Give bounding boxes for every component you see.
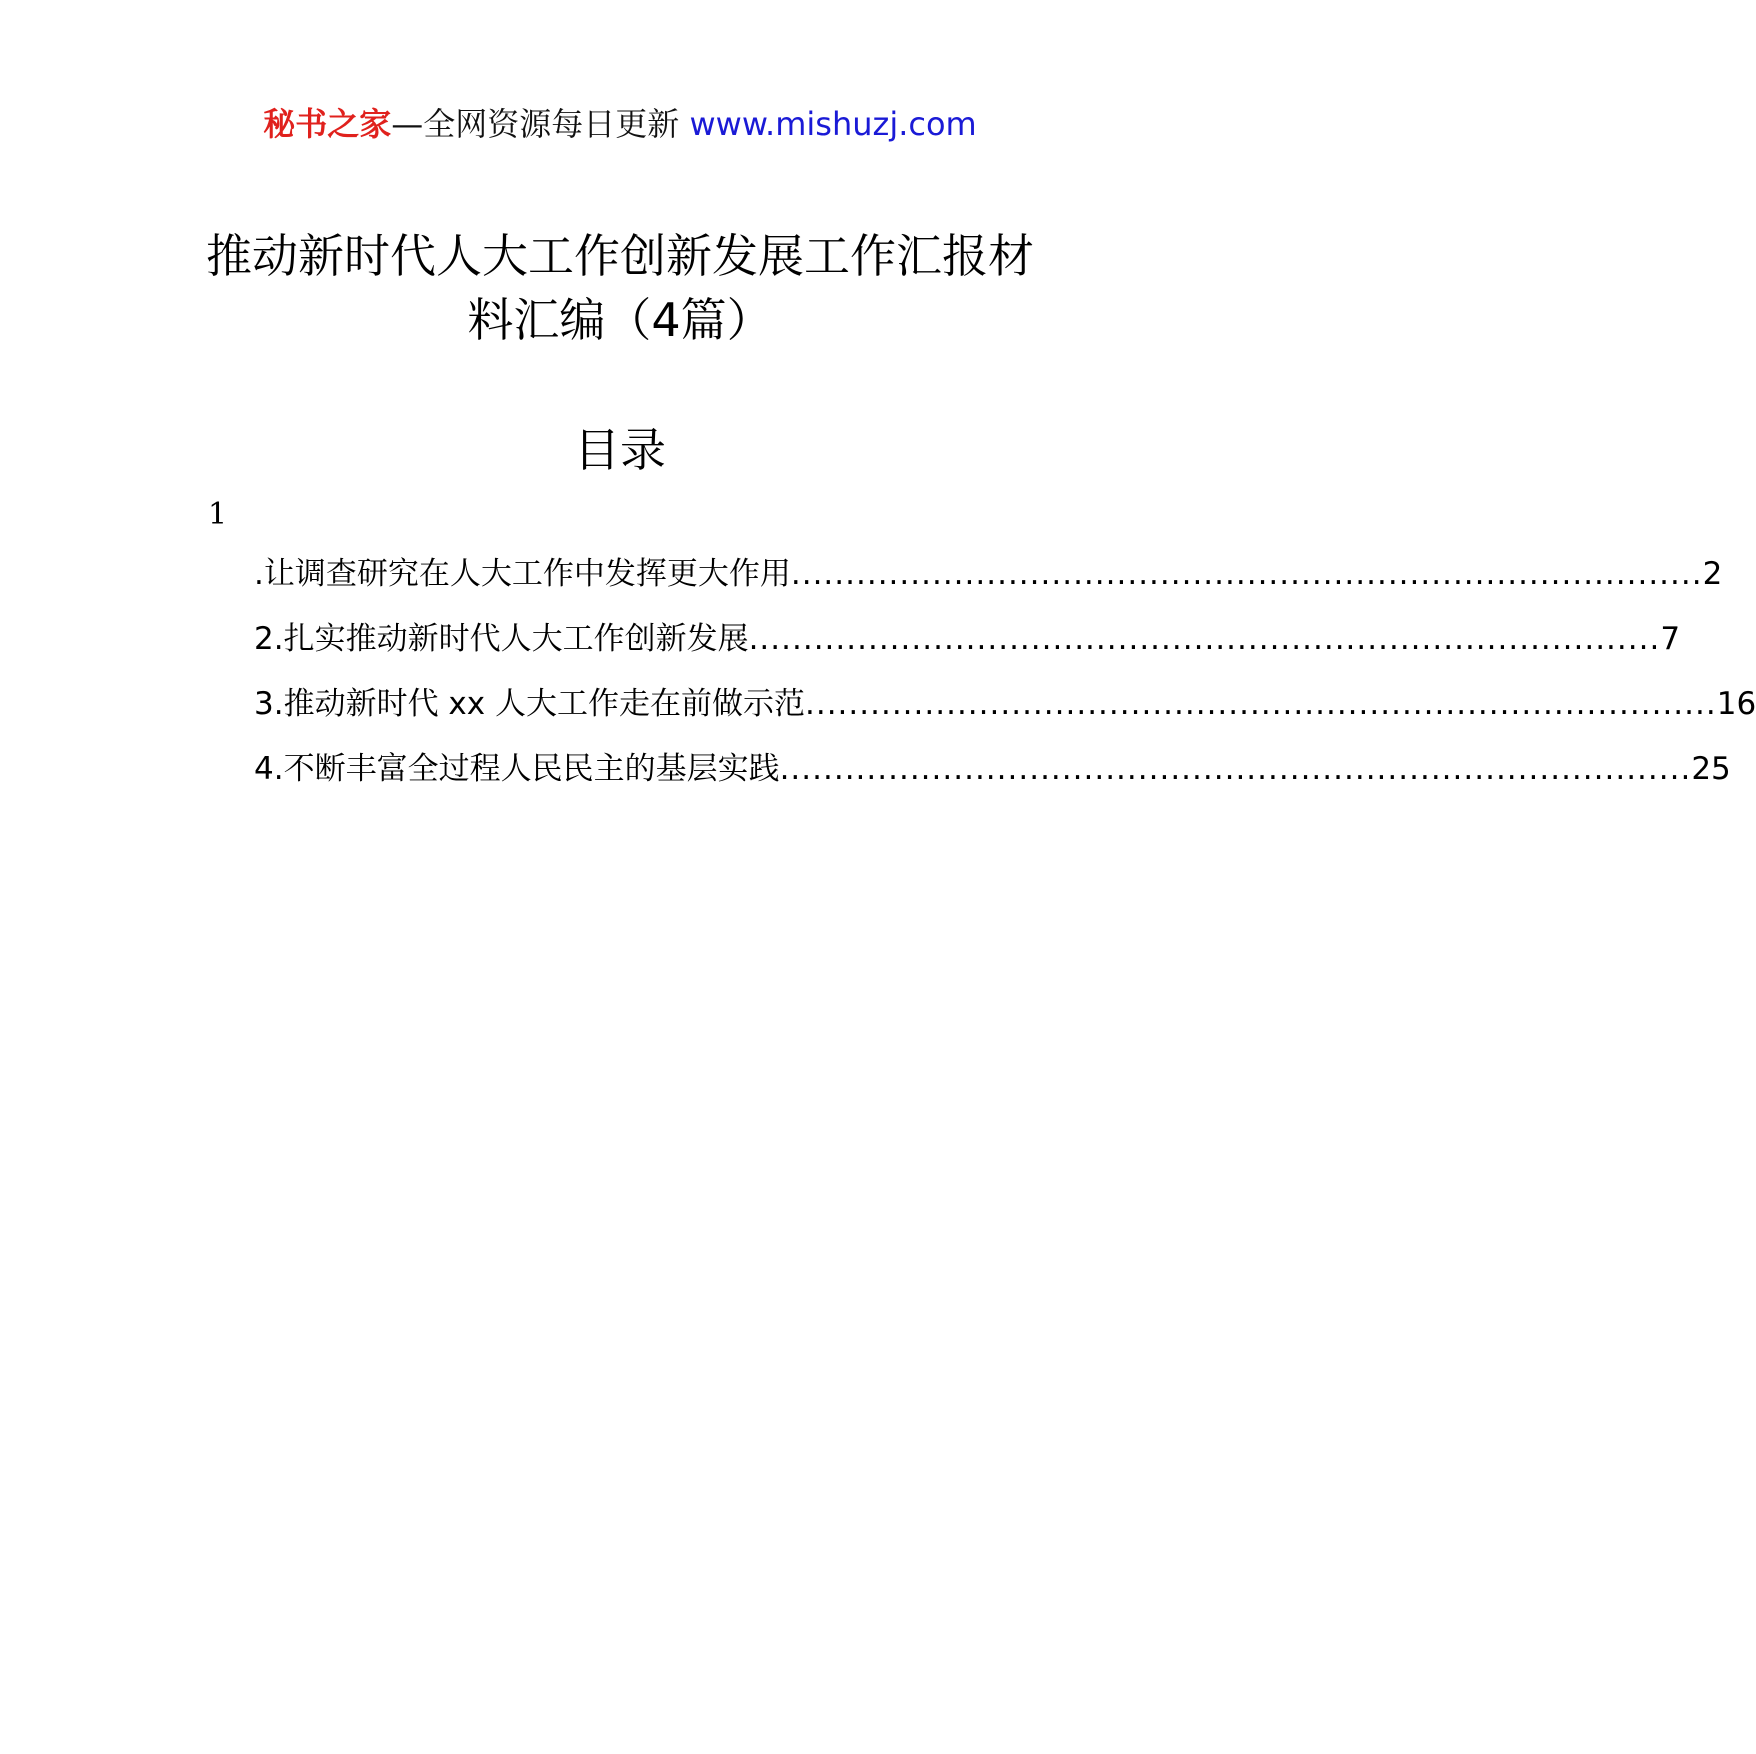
toc-entry-1[interactable] xyxy=(254,552,1723,617)
toc-entry-title: .让调查研究在人大工作中发挥更大作用 xyxy=(254,556,791,592)
toc-entry-title: 4.不断丰富全过程人民民主的基层实践 xyxy=(254,751,780,787)
site-url-link[interactable]: www.mishuzj.com xyxy=(689,105,977,143)
toc-page-number: 7 xyxy=(1660,621,1681,657)
toc-page-number: 16 xyxy=(1716,686,1756,722)
toc-entry-title: 3.推动新时代 xx 人大工作走在前做示范 xyxy=(254,686,805,722)
toc-entry-4[interactable] xyxy=(254,747,1731,812)
toc-dot-leader: .................................................................................... xyxy=(790,556,1703,592)
toc-dot-leader: .................................................................................... xyxy=(804,686,1717,722)
toc-dot-leader: .................................................................................... xyxy=(779,751,1692,787)
toc-entry-3[interactable] xyxy=(254,682,1756,747)
section-number: 1 xyxy=(208,497,228,532)
header-tagline: —全网资源每日更新 xyxy=(391,105,680,143)
toc-dot-leader: .................................................................................... xyxy=(748,621,1661,657)
toc-heading: 目录 xyxy=(574,423,666,477)
brand-name: 秘书之家 xyxy=(263,105,392,143)
toc-list xyxy=(254,552,1756,812)
site-header xyxy=(0,100,1240,148)
toc-page-number: 2 xyxy=(1702,556,1723,592)
toc-page-number: 25 xyxy=(1691,751,1731,787)
toc-entry-2[interactable] xyxy=(254,617,1681,682)
document-title: 推动新时代人大工作创新发展工作汇报材料汇编（4篇） xyxy=(206,229,1034,347)
toc-entry-title: 2.扎实推动新时代人大工作创新发展 xyxy=(254,621,749,657)
